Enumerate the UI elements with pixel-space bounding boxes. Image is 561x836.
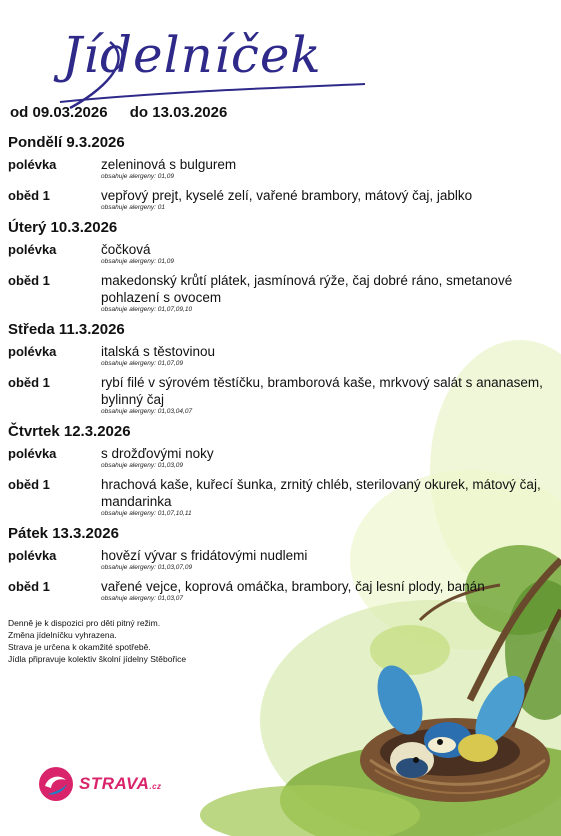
- meal-body: [101, 578, 561, 603]
- note-line: Strava je určena k okamžité spotřebě.: [8, 642, 151, 652]
- allergen-note: obsahuje alergeny: 01: [101, 204, 165, 211]
- meal-label: oběd 1: [8, 579, 50, 594]
- meal-row: [8, 445, 561, 470]
- page-title: Jídelníček: [62, 26, 322, 84]
- allergen-note: obsahuje alergeny: 01,07,10,11: [101, 510, 192, 517]
- meal-row: [8, 156, 561, 181]
- meal-label: oběd 1: [8, 375, 50, 390]
- allergen-note: obsahuje alergeny: 01,07,09: [101, 360, 184, 367]
- meal-body: [101, 156, 561, 181]
- meal-body: [101, 241, 561, 266]
- dish-name: italská s těstovinou: [101, 344, 216, 359]
- meal-label: polévka: [8, 344, 57, 359]
- meal-body: [101, 343, 561, 368]
- date-range: [10, 104, 227, 121]
- meal-label: polévka: [8, 157, 57, 172]
- meal-row: [8, 272, 561, 314]
- note-line: Změna jídelníčku vyhrazena.: [8, 630, 117, 640]
- dish-name: zeleninová s bulgurem: [101, 157, 237, 172]
- meal-body: [101, 547, 561, 572]
- meal-row: [8, 241, 561, 266]
- dish-name: hovězí vývar s fridátovými nudlemi: [101, 548, 308, 563]
- dish-name: vepřový prejt, kyselé zelí, vařené brambory, mátový čaj, jablko: [101, 188, 473, 203]
- day-section: [8, 321, 561, 416]
- meal-row: [8, 547, 561, 572]
- day-title: Středa 11.3.2026: [8, 321, 125, 338]
- strava-logo: [36, 764, 162, 804]
- allergen-note: obsahuje alergeny: 01,03,07,09: [101, 564, 193, 571]
- meal-row: [8, 343, 561, 368]
- meal-body: [101, 374, 561, 416]
- strava-logo-icon: [36, 764, 76, 804]
- dish-name: s drožďovými noky: [101, 446, 214, 461]
- allergen-note: obsahuje alergeny: 01,07,09,10: [101, 306, 193, 313]
- dish-name: makedonský krůtí plátek, jasmínová rýže, čaj dobré ráno, smetanové pohlazení s ovocem: [101, 273, 513, 305]
- meal-label: polévka: [8, 242, 57, 257]
- day-title: Pátek 13.3.2026: [8, 525, 119, 542]
- meal-body: [101, 272, 561, 314]
- day-section: [8, 134, 561, 212]
- note-line: Denně je k dispozici pro děti pitný režim.: [8, 618, 161, 628]
- day-title: Čtvrtek 12.3.2026: [8, 423, 131, 440]
- day-section: [8, 525, 561, 603]
- allergen-note: obsahuje alergeny: 01,09: [101, 258, 175, 265]
- allergen-note: obsahuje alergeny: 01,03,04,07: [101, 408, 193, 415]
- meal-row: [8, 476, 561, 518]
- day-section: [8, 219, 561, 314]
- date-from: od 09.03.2026: [10, 104, 108, 121]
- date-to: do 13.03.2026: [129, 104, 228, 121]
- meal-body: [101, 187, 561, 212]
- meal-row: [8, 374, 561, 416]
- meal-body: [101, 476, 561, 518]
- weekly-menu: [8, 134, 561, 610]
- meal-row: [8, 578, 561, 603]
- dish-name: rybí filé v sýrovém těstíčku, bramborová kaše, mrkvový salát s ananasem, bylinný čaj: [101, 375, 543, 407]
- dish-name: vařené vejce, koprová omáčka, brambory, čaj lesní plody, banán: [101, 579, 485, 594]
- dish-name: hrachová kaše, kuřecí šunka, zrnitý chléb, sterilovaný okurek, mátový čaj, mandarinka: [101, 477, 541, 509]
- footer-notes: [8, 617, 186, 665]
- allergen-note: obsahuje alergeny: 01,03,09: [101, 462, 184, 469]
- day-section: [8, 423, 561, 518]
- dish-name: čočková: [101, 242, 151, 257]
- meal-label: oběd 1: [8, 477, 50, 492]
- meal-label: oběd 1: [8, 188, 50, 203]
- day-title: Pondělí 9.3.2026: [8, 134, 125, 151]
- strava-logo-text: STRAVA.cz: [79, 774, 162, 793]
- allergen-note: obsahuje alergeny: 01,03,07: [101, 595, 184, 602]
- day-title: Úterý 10.3.2026: [8, 219, 118, 236]
- meal-row: [8, 187, 561, 212]
- meal-label: polévka: [8, 446, 57, 461]
- meal-body: [101, 445, 561, 470]
- note-line: Jídla připravuje kolektiv školní jídelny Stěbořice: [8, 654, 187, 664]
- meal-label: oběd 1: [8, 273, 50, 288]
- allergen-note: obsahuje alergeny: 01,09: [101, 173, 175, 180]
- meal-label: polévka: [8, 548, 57, 563]
